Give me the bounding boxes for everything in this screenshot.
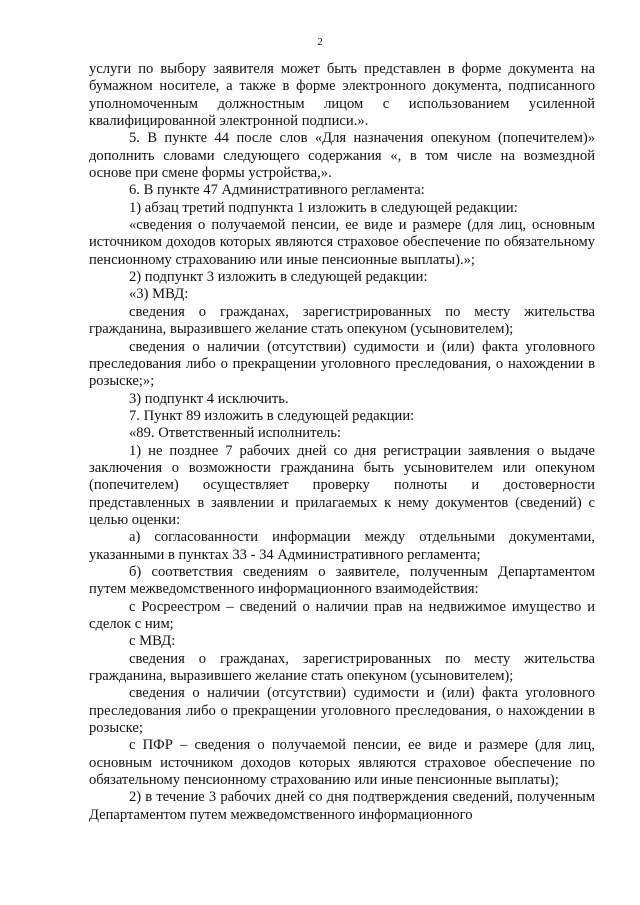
- paragraph: сведения о наличии (отсутствии) судимости и (или) факта уголовного преследования либо о прекращении уголовного преследования, о нахождении в розыске;»;: [89, 338, 595, 390]
- paragraph: 1) не позднее 7 рабочих дней со дня регистрации заявления о выдаче заключения о возможности гражданина быть усыновителем или опекуном (попечителем) осуществляет проверку полноты и достоверности представленных в заявлении и прилагаемых к нему документов (сведений) с целью оценки:: [89, 442, 595, 528]
- paragraph: 7. Пункт 89 изложить в следующей редакции:: [129, 407, 415, 424]
- paragraph: «сведения о получаемой пенсии, ее виде и размере (для лиц, основным источником доходов которых являются страховое обеспечение по обязательному пенсионному страхованию или иные пенсионные выплаты).»;: [89, 217, 595, 268]
- paragraph: 6. В пункте 47 Административного регламента:: [129, 182, 425, 199]
- paragraph: сведения о гражданах, зарегистрированных по месту жительства гражданина, выразившего желание стать опекуном (усыновителем);: [89, 303, 595, 338]
- paragraph: 1) абзац третий подпункта 1 изложить в следующей редакции:: [129, 199, 518, 216]
- paragraph: б) соответствия сведениям о заявителе, полученным Департаментом путем межведомственного информационного взаимодействия:: [89, 563, 595, 598]
- paragraph: 3) подпункт 4 исключить.: [129, 390, 289, 407]
- paragraph: «3) МВД:: [129, 286, 189, 303]
- paragraph: 2) в течение 3 рабочих дней со дня подтверждения сведений, полученным Департаментом путем межведомственного информационного: [89, 789, 595, 823]
- paragraph: сведения о наличии (отсутствии) судимости и (или) факта уголовного преследования либо о прекращении уголовного преследования, о нахождении в розыске;: [89, 685, 595, 737]
- paragraph: 5. В пункте 44 после слов «Для назначения опекуном (попечителем)» дополнить словами следующего содержания «, в том числе на возмездной основе при смене формы устройства,».: [89, 130, 595, 182]
- paragraph: с МВД:: [129, 633, 176, 650]
- paragraph: «89. Ответственный исполнитель:: [129, 425, 341, 442]
- paragraph: а) согласованности информации между отдельными документами, указанными в пунктах 33 - 34 Административного регламента;: [89, 529, 595, 563]
- page-number: 2: [317, 36, 323, 48]
- document-body: [89, 61, 595, 824]
- paragraph: с Росреестром – сведений о наличии прав на недвижимое имущество и сделок с ним;: [89, 598, 595, 632]
- paragraph: услуги по выбору заявителя может быть представлен в форме документа на бумажном носителе, а также в форме электронного документа, подписанного уполномоченным должностным лицом с использованием усиленной квалифицированной электронной подписи.».: [89, 61, 595, 130]
- paragraph: с ПФР – сведения о получаемой пенсии, ее виде и размере (для лиц, основным источником доходов которых являются страховое обеспечение по обязательному пенсионному страхованию или иные пенсионные выплаты);: [89, 737, 595, 789]
- paragraph: сведения о гражданах, зарегистрированных по месту жительства гражданина, выразившего желание стать опекуном (усыновителем);: [89, 650, 595, 685]
- paragraph: 2) подпункт 3 изложить в следующей редакции:: [129, 269, 428, 286]
